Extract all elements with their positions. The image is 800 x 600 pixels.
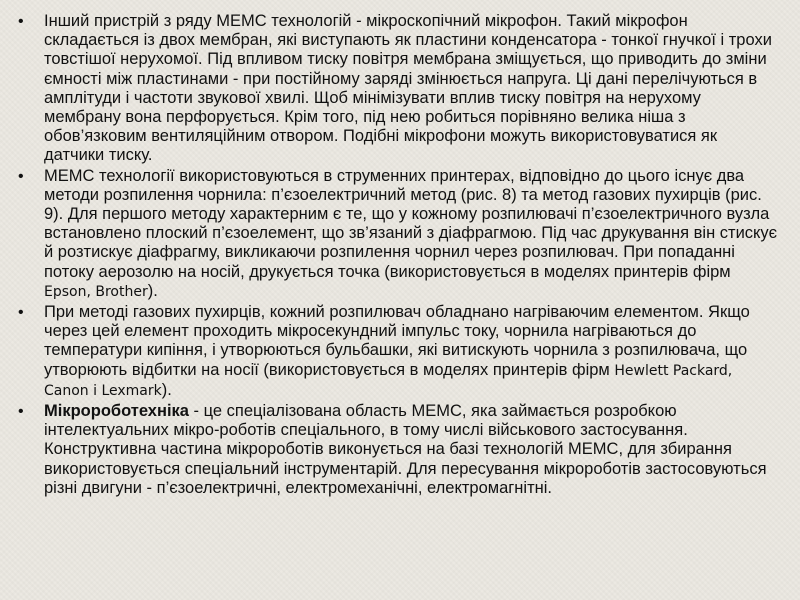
paragraph-text: При методі газових пухирців, кожний розпилювач обладнано нагріваючим елементом. Якщо через цей елемент проходить мікросекундний імпульс току, чорнила нагріваються до температури кипіння, і утворюються бульбашки, які витискують чорнила з розпилювача, що утворюють відбитки на носії (використовується в моделях принтерів фірм xyxy=(44,303,750,379)
term-heading: Мікророботехніка xyxy=(44,402,189,421)
paragraph-text: - це спеціалізована область МЕМС, яка займається розробкою інтелектуальних мікро-роботів спеціального, в тому числі військового застосування. Конструктивна частина мікророботів виконується на базі технологій МЕМС, для збирання використовується спеціальний інструментарій. Для пересування мікророботів застосовуються різні двигуни - п’єзоелектричні, електромеханічні, електромагнітні. xyxy=(44,402,767,497)
bullet-icon: • xyxy=(18,167,24,185)
paragraph-text: МЕМС технології використовуються в струменних принтерах, відповідно до цього існує два методи розпилення чорнила: п’єзоелектричний метод (рис. 8) та метод газових пухирців (рис. 9). Для першого методу характерним є те, що у кожному розпилювачі п’єзоелектричного вузла встановлено плоский п’єзоелемент, що зв’язаний з діафрагмою. Під час друкування він стискує й розтискує діафрагму, викликаючи розпилення чорнил через розпилювач. При попаданні потоку аерозолю на носій, друкується точка (використовується в моделях принтерів фірм xyxy=(44,166,778,281)
list-item-microrobotics xyxy=(10,402,780,498)
bullet-icon: • xyxy=(18,13,24,30)
list-item-microphone xyxy=(10,12,780,166)
list-item-inkjet xyxy=(10,167,780,302)
paragraph-text: Інший пристрій з ряду МЕМС технологій - мікроскопічний мікрофон. Такий мікрофон складається із двох мембран, які виступають як пластини конденсатора - тонкої гнучкої і трохи товстішої нерухомої. Під впливом тиску повітря мембрана зміщується, що приводить до зміни ємності між пластинами - при постійному заряді змінюється напруга. Ці дані перелічуються в амплітуди і частоти звукової хвилі. Щоб мінімізувати вплив тиску повітря на нерухому мембрану вона перфорується. Крім того, під нею робиться порівняно велика ніша з обов’язковим вентиляційним отвором. Подібні мікрофони можуть використовуватися як датчики тиску. xyxy=(44,12,772,165)
bullet-list xyxy=(10,12,780,499)
brand-names: Epson, Brother xyxy=(44,283,148,300)
bullet-icon: • xyxy=(18,304,24,322)
paragraph-text-end: ). xyxy=(147,281,158,300)
list-item-bubble xyxy=(10,303,780,401)
brand-names: Hewlett Packard, Canon і Lexmark xyxy=(44,362,733,399)
bullet-icon: • xyxy=(18,403,24,421)
paragraph-text-end: ). xyxy=(161,380,172,399)
